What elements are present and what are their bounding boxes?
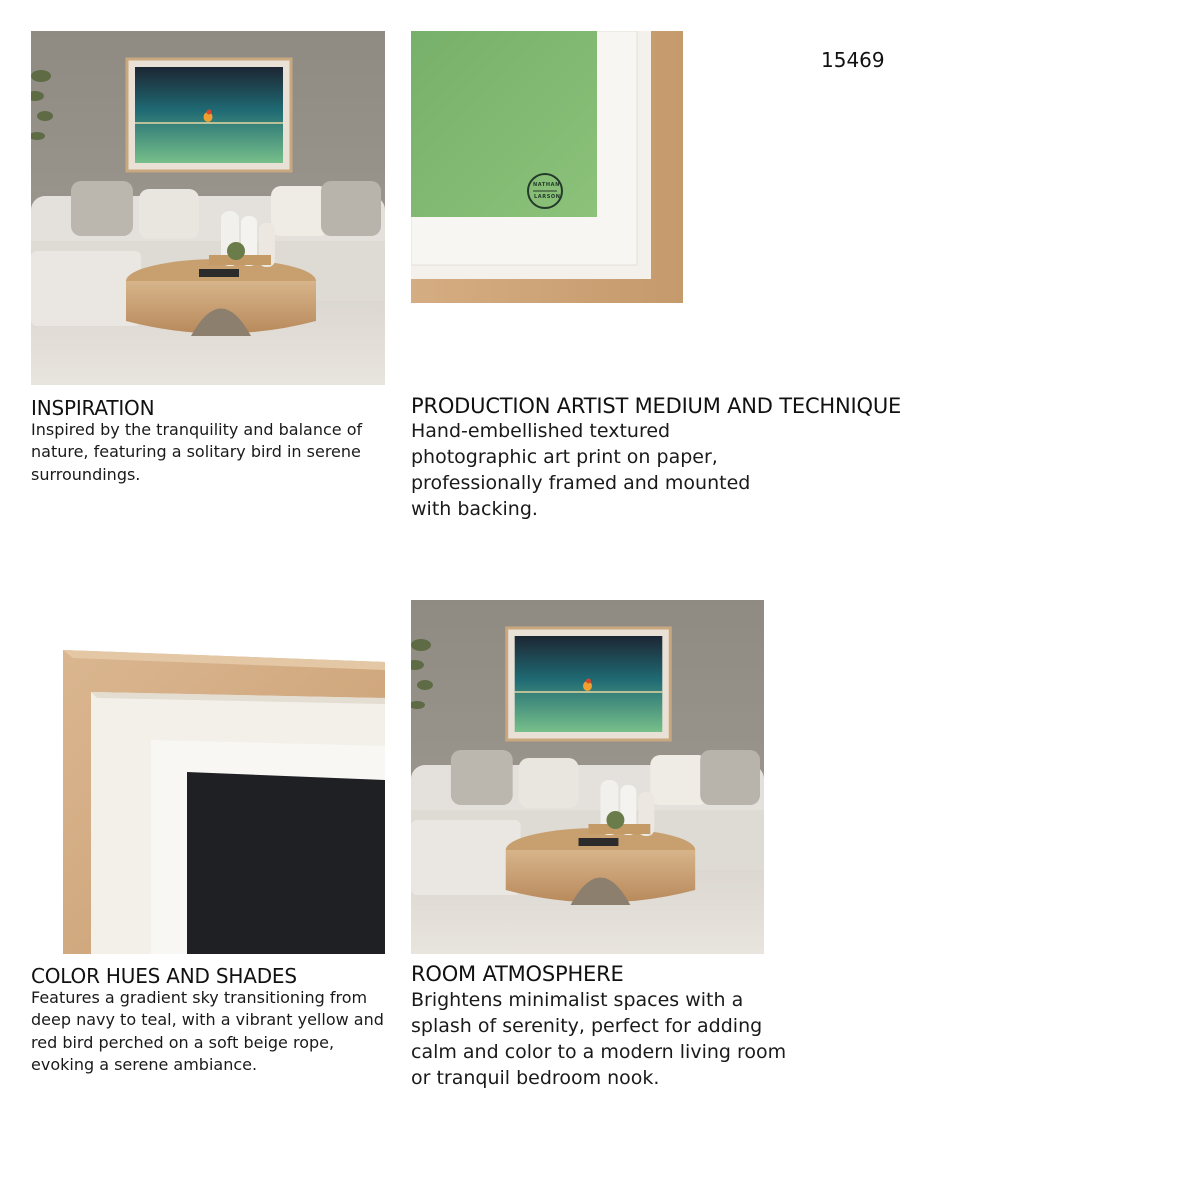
color-heading: COLOR HUES AND SHADES [31, 964, 297, 988]
color-line: red bird perched on a soft beige rope, [31, 1032, 335, 1052]
production-line: photographic art print on paper, [411, 446, 718, 468]
signature-logo-line2: LARSON [534, 194, 561, 200]
room-description [411, 987, 786, 1091]
inspiration-line: surroundings. [31, 464, 141, 484]
color-line: Features a gradient sky transitioning from [31, 988, 368, 1007]
room-line: calm and color to a modern living room [411, 1041, 787, 1063]
product-code: 15469 [821, 48, 885, 72]
room-scene-image-bottom [411, 600, 764, 954]
production-line: professionally framed and mounted [411, 472, 751, 494]
inspiration-line: Inspired by the tranquility and balance of [31, 420, 363, 439]
room-line: splash of serenity, perfect for adding [411, 1015, 763, 1037]
production-line: Hand-embellished textured [411, 420, 671, 442]
room-line: or tranquil bedroom nook. [411, 1067, 660, 1089]
production-heading: PRODUCTION ARTIST MEDIUM AND TECHNIQUE [411, 394, 902, 418]
inspiration-description [31, 419, 362, 486]
inspiration-line: nature, featuring a solitary bird in serene [31, 442, 361, 462]
production-line: with backing. [411, 498, 538, 520]
color-line: deep navy to teal, with a vibrant yellow and [31, 1010, 384, 1030]
signature-logo-line1: NATHAN [533, 182, 560, 188]
room-line: Brightens minimalist spaces with a [411, 989, 744, 1011]
frame-corner-closeup-dark [31, 600, 385, 954]
inspiration-heading: INSPIRATION [31, 396, 155, 420]
room-heading: ROOM ATMOSPHERE [411, 962, 624, 986]
room-scene-image-top [31, 31, 385, 385]
frame-corner-closeup-green [411, 31, 683, 303]
production-description [411, 418, 750, 522]
color-description [31, 987, 384, 1077]
color-line: evoking a serene ambiance. [31, 1055, 258, 1075]
